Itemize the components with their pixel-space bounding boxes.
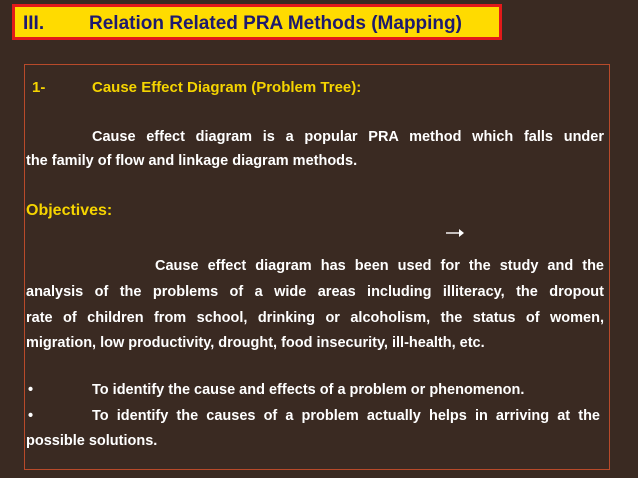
objectives-heading: Objectives: <box>26 202 113 219</box>
section-number: 1- <box>32 79 46 96</box>
objectives-line-4: migration, low productivity, drought, food insecurity, ill-health, etc. <box>26 335 485 351</box>
intro-line-2: the family of flow and linkage diagram methods. <box>26 153 358 169</box>
objectives-line-3: rate of children from school, drinking or alcoholism, the status of women, <box>26 310 604 326</box>
bullet-2-text-line-1: To identify the causes of a problem actually helps in arriving at the <box>92 408 600 424</box>
bullet-2-marker: • <box>28 408 34 424</box>
title-bar <box>12 4 502 40</box>
page-title: Relation Related PRA Methods (Mapping) <box>89 13 462 34</box>
bullet-1-text: To identify the cause and effects of a problem or phenomenon. <box>92 382 525 398</box>
objectives-line-2: analysis of the problems of a wide areas including illiteracy, the dropout <box>26 284 604 300</box>
intro-line-1: Cause effect diagram is a popular PRA method which falls under <box>92 129 604 145</box>
title-number: III. <box>23 13 45 34</box>
bullet-1-marker: • <box>28 382 34 398</box>
section-heading: Cause Effect Diagram (Problem Tree): <box>92 79 362 96</box>
arrow-right-icon <box>445 226 465 240</box>
objectives-line-1: Cause effect diagram has been used for the study and the <box>155 258 604 274</box>
bullet-2-text-line-2: possible solutions. <box>26 433 158 449</box>
